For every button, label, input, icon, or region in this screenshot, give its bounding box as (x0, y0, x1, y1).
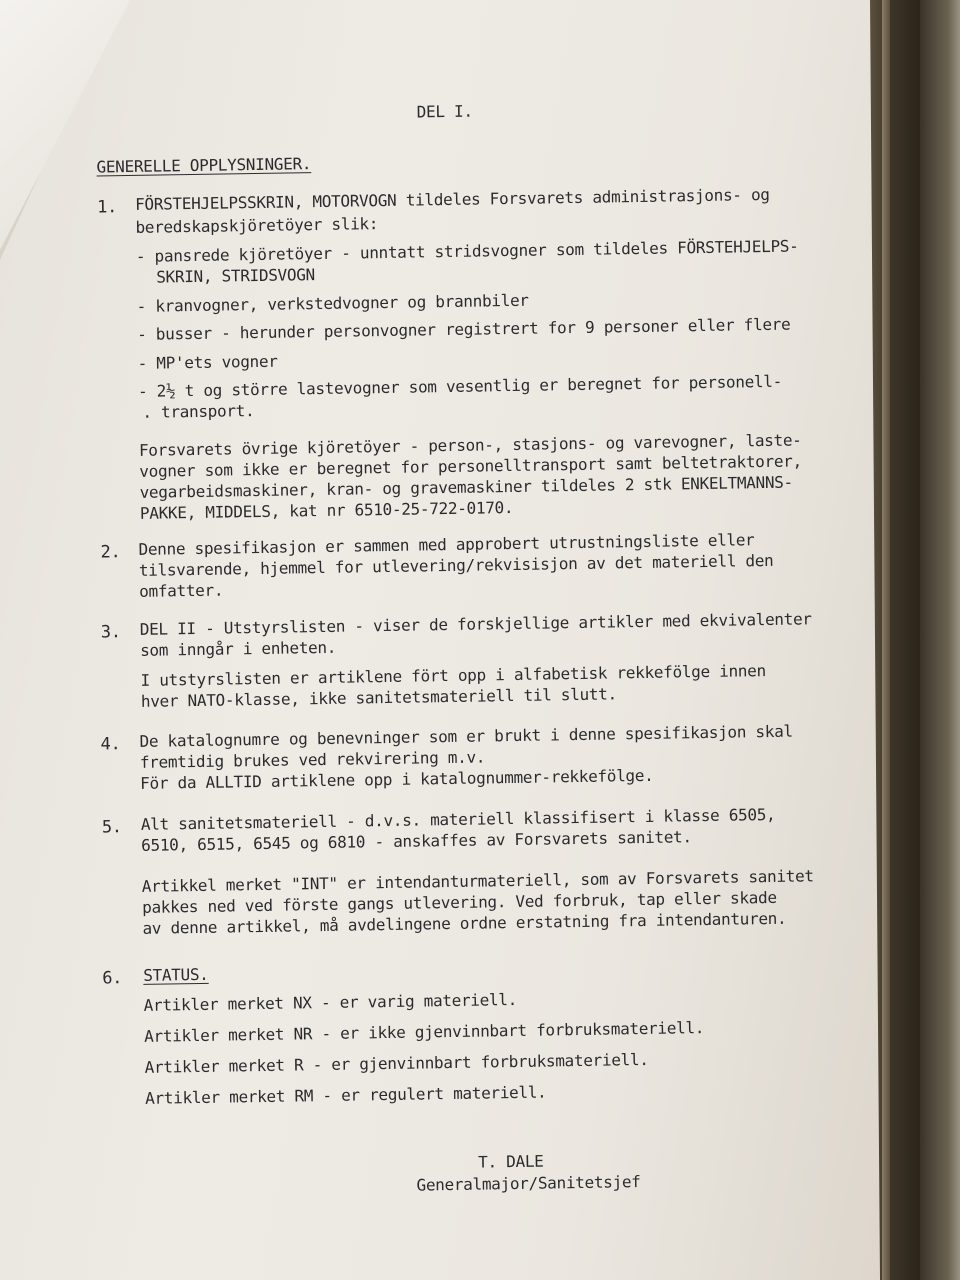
item-4-line-2: fremtidig brukes ved rekvirering m.v. (139, 747, 486, 772)
item-number-4: 4. (100, 734, 121, 755)
item-1-para-line-4: PAKKE, MIDDELS, kat nr 6510-25-722-0170. (139, 497, 514, 523)
item-4-line-3: För da ALLTID artiklene opp i katalognummer-rekkefölge. (140, 765, 654, 793)
item-number-5: 5. (101, 817, 122, 838)
item-1-bullet-3: - busser - herunder personvogner registrert for 9 personer eller flere (137, 314, 791, 344)
item-3-line-2: som inngår i enheten. (139, 637, 337, 660)
item-2-line-1: Denne spesifikasjon er sammen med approbert utrustningsliste eller (138, 530, 755, 559)
item-1-para-line-1: Forsvarets övrige kjöretöyer - person-, stasjons- og varevogner, laste- (138, 430, 802, 460)
item-1-bullet-4: - MP'ets vogner (137, 351, 278, 373)
item-1-bullet-2: - kranvogner, verkstedvogner og brannbiler (136, 290, 529, 316)
signature-title: Generalmajor/Sanitetsjef (416, 1172, 641, 1195)
item-1-bullet-5-cont: . transport. (142, 401, 255, 422)
item-number-1: 1. (97, 197, 118, 218)
item-1-para-line-3: vegarbeidsmaskiner, kran- og gravemaskiner tildeles 2 stk ENKELTMANNS- (139, 472, 794, 502)
item-1-bullet-1-cont: SKRIN, STRIDSVOGN (156, 265, 316, 287)
item-1-line-2: beredskapskjöretöyer slik: (135, 214, 379, 237)
item-5-para-line-2: pakkes ned ved förste gangs utlevering. Ved forbruk, tap eller skade (142, 887, 777, 917)
status-line-r: Artikler merket R - er gjenvinnbart forbruksmateriell. (144, 1049, 649, 1077)
item-3-para-line-1: I utstyrslisten er artiklene fört opp i alfabetisk rekkefölge innen (140, 661, 766, 690)
signature-name: T. DALE (478, 1151, 544, 1172)
item-number-3: 3. (100, 622, 121, 643)
item-number-2: 2. (100, 542, 121, 563)
item-4-line-1: De katalognumre og benevninger som er brukt i denne spesifikasjon skal (139, 721, 793, 751)
item-2-line-2: tilsvarende, hjemmel for utlevering/rekvisisjon av det materiell den (138, 550, 774, 580)
part-title: DEL I. (416, 101, 473, 122)
item-5-line-2: 6510, 6515, 6545 og 6810 - anskaffes av Forsvarets sanitet. (141, 827, 692, 855)
item-5-para-line-3: av denne artikkel, må avdelingene ordne erstatning fra intendanturen. (142, 908, 787, 938)
section-heading: GENERELLE OPPLYSNINGER. (96, 154, 312, 177)
status-line-nr: Artikler merket NR - er ikke gjenvinnbart forbruksmateriell. (144, 1018, 705, 1046)
item-5-line-1: Alt sanitetsmateriell - d.v.s. materiell klassifisert i klasse 6505, (140, 804, 776, 834)
binder-highlight (920, 0, 960, 1280)
item-3-line-1: DEL II - Utstyrslisten - viser de forskjellige artikler med ekvivalenter (139, 609, 812, 639)
item-1-bullet-5: - 2½ t og större lastevogner som vesentlig er beregnet for personell- (137, 371, 783, 401)
item-5-para-line-1: Artikkel merket "INT" er intendanturmateriell, som av Forsvarets sanitet (141, 866, 814, 896)
status-line-nx: Artikler merket NX - er varig materiell. (143, 989, 518, 1015)
item-1-bullet-1: - pansrede kjöretöyer - unntatt stridsvogner som tildeles FÖRSTEHJELPS- (135, 236, 799, 266)
item-3-para-line-2: hver NATO-klasse, ikke sanitetsmateriell til slutt. (140, 684, 618, 711)
item-1-line-1: FÖRSTEHJELPSSKRIN, MOTORVOGN tildeles Forsvarets administrasjons- og (134, 184, 770, 214)
item-1-para-line-2: vogner som ikke er beregnet for personelltransport samt beltetraktorer, (139, 451, 803, 481)
item-2-line-3: omfatter. (139, 580, 224, 601)
status-line-rm: Artikler merket RM - er regulert materiell. (145, 1082, 547, 1108)
item-number-6: 6. (102, 968, 123, 989)
status-heading: STATUS. (143, 964, 209, 985)
